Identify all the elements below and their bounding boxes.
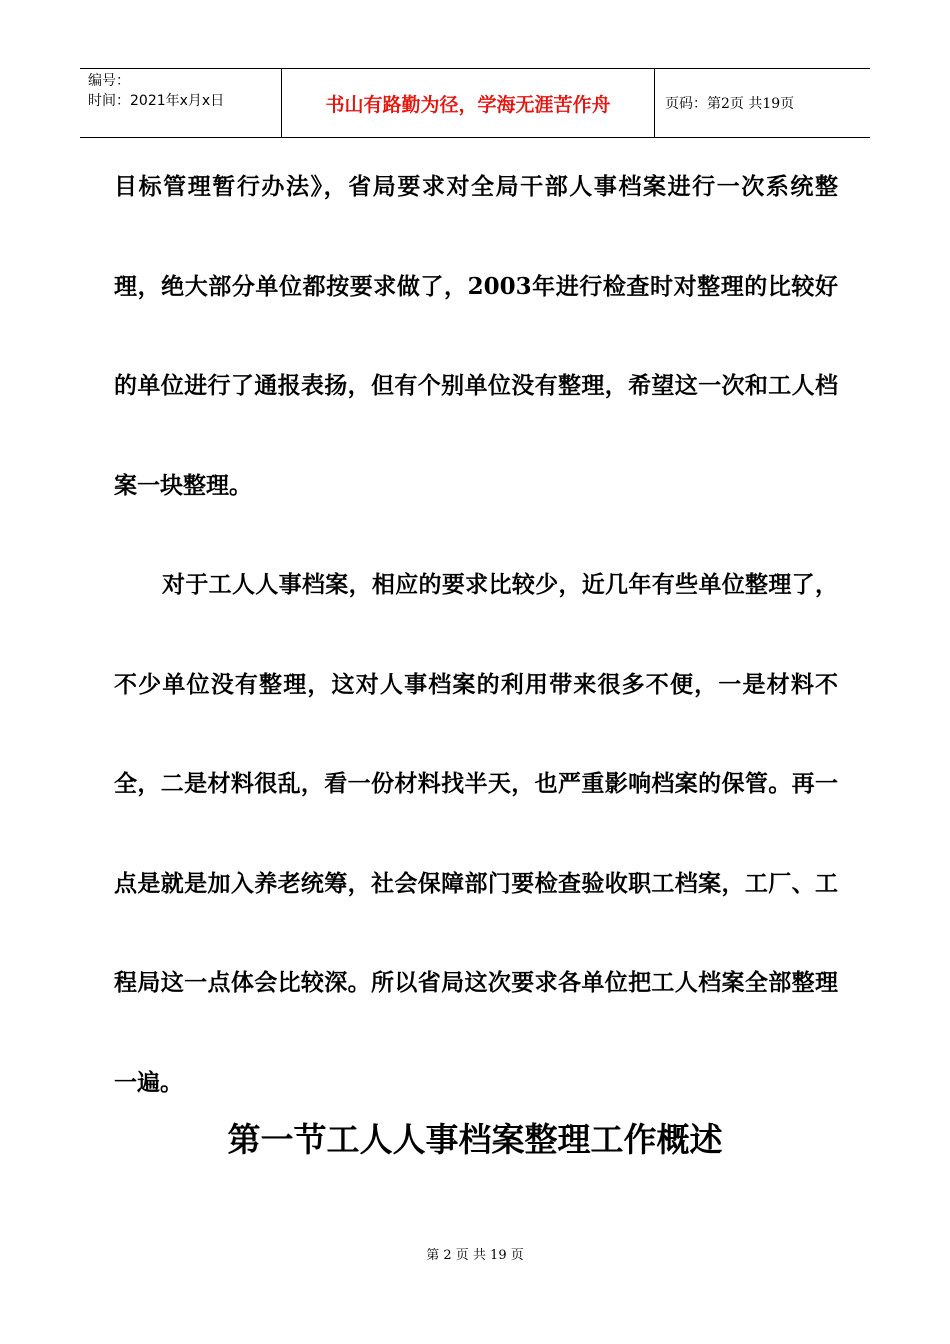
document-number-label: 编号： <box>88 73 130 89</box>
section-title: 第一节工人人事档案整理工作概述 <box>227 1120 723 1159</box>
header-page-info: 页码：第2页 共19页 <box>665 96 795 112</box>
page-footer: 第 2 页 共 19 页 <box>426 1248 524 1263</box>
body-paragraph-1: 目标管理暂行办法》，省局要求对全局干部人事档案进行一次系统整理，绝大部分单位都按要求做了，2003年进行检查时对整理的比较好的单位进行了通报表扬，但有个别单位没有整理，希望这一次和工人档案一块整理。 <box>114 173 838 499</box>
body-paragraph-2: 对于工人人事档案，相应的要求比较少，近几年有些单位整理了，不少单位没有整理，这对人事档案的利用带来很多不便，一是材料不全，二是材料很乱，看一份材料找半天，也严重影响档案的保管。再一点是就是加入养老统筹，社会保障部门要检查验收职工档案，工厂、工程局这一点体会比较深。所以省局这次要求各单位把工人档案全部整理一遍。 <box>114 571 838 1096</box>
header-meta <box>80 69 282 137</box>
document-date: 时间：2021年x月x日 <box>88 93 225 109</box>
page-header <box>80 68 870 138</box>
header-motto: 书山有路勤为径，学海无涯苦作舟 <box>282 69 655 137</box>
document-body <box>114 137 838 1132</box>
